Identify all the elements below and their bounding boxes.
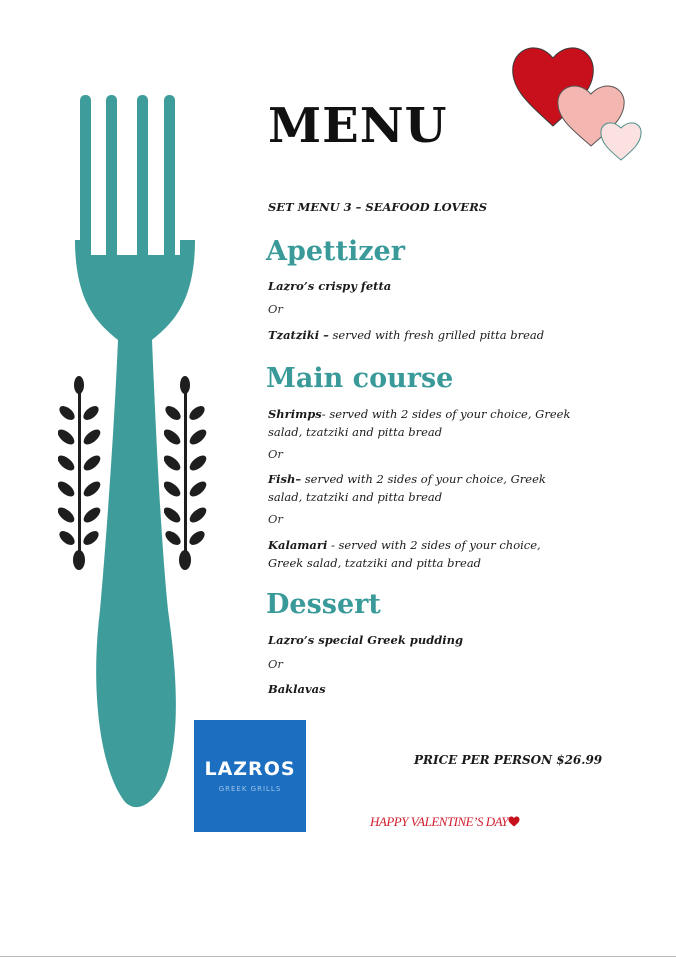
price-per-person: PRICE PER PERSON $26.99 xyxy=(414,753,603,767)
item-name: Kalamari xyxy=(268,538,328,552)
olive-branch-icon xyxy=(164,375,208,575)
item-description: served with fresh grilled pitta bread xyxy=(328,328,545,342)
logo-subtitle: GREEK GRILLS xyxy=(218,785,282,793)
valentine-text: HAPPY VALENTINE’S DAY xyxy=(370,814,509,829)
item-name: Fish– xyxy=(268,472,302,486)
logo-name: LAZROS xyxy=(204,758,296,780)
menu-item xyxy=(268,631,578,649)
item-name: Shrimps xyxy=(268,407,322,421)
menu-item xyxy=(268,405,578,441)
item-name: Lazro’s crispy fetta xyxy=(268,279,392,293)
page-title: MENU xyxy=(268,98,448,154)
section-heading-appetizer: Apettizer xyxy=(266,236,405,267)
olive-branch-icon xyxy=(58,375,102,575)
item-name: Baklavas xyxy=(268,682,326,696)
divider xyxy=(0,956,676,957)
item-name: Tzatziki – xyxy=(268,328,329,342)
or-separator: Or xyxy=(268,657,283,671)
or-separator: Or xyxy=(268,302,283,316)
restaurant-logo xyxy=(194,720,306,832)
small-heart-icon xyxy=(508,816,520,827)
section-heading-dessert: Dessert xyxy=(266,589,381,620)
menu-item xyxy=(268,680,578,698)
set-menu-label: SET MENU 3 – SEAFOOD LOVERS xyxy=(268,200,488,214)
menu-item xyxy=(268,326,578,344)
item-description: - served with 2 sides of your choice, Greek salad, tzatziki and pitta bread xyxy=(268,407,571,439)
menu-item xyxy=(268,277,578,295)
menu-item xyxy=(268,470,578,506)
or-separator: Or xyxy=(268,447,283,461)
section-heading-main-course: Main course xyxy=(266,363,454,394)
item-name: Lazro’s special Greek pudding xyxy=(268,633,464,647)
or-separator: Or xyxy=(268,512,283,526)
hearts-icon xyxy=(508,38,648,166)
item-description: - served with 2 sides of your choice, Greek salad, tzatziki and pitta bread xyxy=(268,538,541,570)
menu-item xyxy=(268,536,578,572)
valentine-message xyxy=(370,814,520,830)
item-description: served with 2 sides of your choice, Greek salad, tzatziki and pitta bread xyxy=(268,472,546,504)
